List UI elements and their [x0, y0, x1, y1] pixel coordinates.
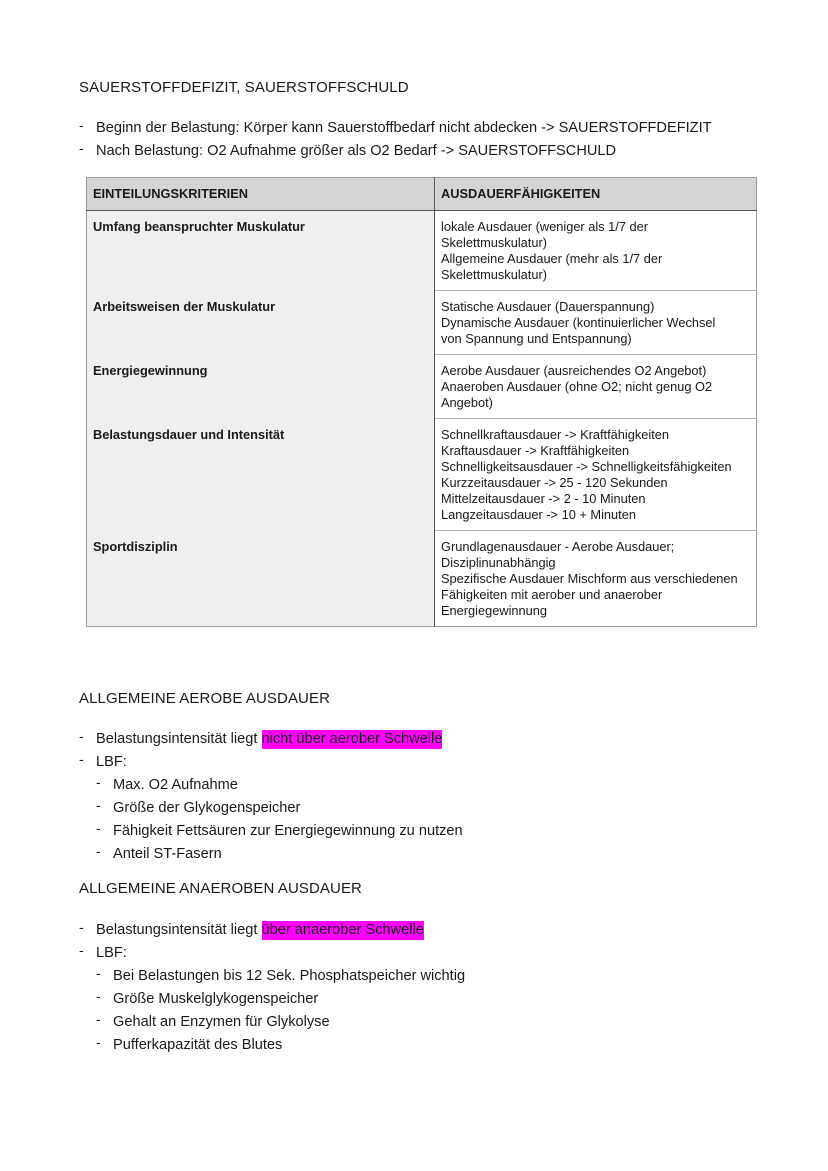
column-header-abilities: AUSDAUERFÄHIGKEITEN	[435, 178, 757, 211]
criterion-cell: Energiegewinnung	[87, 355, 435, 419]
sauerstoff-bullet-list	[79, 117, 712, 163]
bullet-dash: -	[96, 1034, 101, 1050]
bullet-dash: -	[96, 774, 101, 790]
table-header-row	[87, 178, 757, 211]
highlighted-text: über anaerober Schwelle	[261, 922, 424, 938]
list-item: - Max. O2 Aufnahme	[96, 774, 463, 797]
ability-cell: Statische Ausdauer (Dauerspannung) Dynamische Ausdauer (kontinuierlicher Wechsel von Spannung und Entspannung)	[435, 291, 757, 355]
criterion-cell: Belastungsdauer und Intensität	[87, 419, 435, 531]
criterion-cell: Arbeitsweisen der Muskulatur	[87, 291, 435, 355]
list-item: - Belastungsintensität liegt nicht über aerober Schwelle	[79, 728, 442, 751]
section-title-anaerobe: ALLGEMEINE ANAEROBEN AUSDAUER	[79, 880, 362, 897]
list-item: - Bei Belastungen bis 12 Sek. Phosphatspeicher wichtig	[96, 965, 465, 988]
list-item: - Gehalt an Enzymen für Glykolyse	[96, 1011, 465, 1034]
list-item: - Anteil ST-Fasern	[96, 843, 463, 866]
highlighted-text: nicht über aerober Schwelle	[261, 731, 443, 747]
bullet-dash: -	[79, 728, 84, 744]
list-item: - Fähigkeit Fettsäuren zur Energiegewinnung zu nutzen	[96, 820, 463, 843]
table-row	[87, 531, 757, 627]
section-title-sauerstoff: SAUERSTOFFDEFIZIT, SAUERSTOFFSCHULD	[79, 79, 409, 96]
section-title-aerobe: ALLGEMEINE AEROBE AUSDAUER	[79, 690, 331, 707]
list-item: - Belastungsintensität liegt über anaerober Schwelle	[79, 919, 424, 942]
ability-cell: lokale Ausdauer (weniger als 1/7 der Skelettmuskulatur) Allgemeine Ausdauer (mehr als 1/7 der Skelettmuskulatur)	[435, 211, 757, 291]
list-item: - LBF:	[79, 751, 442, 774]
list-item: - Größe der Glykogenspeicher	[96, 797, 463, 820]
table-row	[87, 419, 757, 531]
anaerobe-bullet-list	[79, 919, 424, 965]
column-header-criteria: EINTEILUNGSKRITERIEN	[87, 178, 435, 211]
ability-cell: Schnellkraftausdauer -> Kraftfähigkeiten Kraftausdauer -> Kraftfähigkeiten Schnelligkeitsausdauer -> Schnelligkeitsfähigkeiten Kurzzeitausdauer -> 25 - 120 Sekunden Mittelzeitausdauer -> 2 - 10 Minuten Langzeitausdauer -> 10 + Minuten	[435, 419, 757, 531]
bullet-dash: -	[96, 1011, 101, 1027]
list-item: - LBF:	[79, 942, 424, 965]
criterion-cell: Sportdisziplin	[87, 531, 435, 627]
table-row	[87, 355, 757, 419]
table-row	[87, 291, 757, 355]
bullet-dash: -	[79, 942, 84, 958]
list-item: - Pufferkapazität des Blutes	[96, 1034, 465, 1057]
bullet-dash: -	[96, 965, 101, 981]
ability-cell: Grundlagenausdauer - Aerobe Ausdauer; Disziplinunabhängig Spezifische Ausdauer Mischform aus verschiedenen Fähigkeiten mit aerober und anaerober Energiegewinnung	[441, 539, 738, 618]
anaerobe-lbf-list	[96, 965, 465, 1057]
criterion-cell: Umfang beanspruchter Muskulatur	[87, 211, 435, 291]
aerobe-lbf-list	[96, 774, 463, 866]
bullet-dash: -	[96, 797, 101, 813]
criteria-table	[86, 177, 757, 627]
bullet-dash: -	[79, 140, 84, 156]
bullet-dash: -	[96, 843, 101, 859]
table-row	[87, 211, 757, 291]
bullet-dash: -	[79, 117, 84, 133]
bullet-dash: -	[79, 919, 84, 935]
bullet-dash: -	[96, 820, 101, 836]
ability-cell: Aerobe Ausdauer (ausreichendes O2 Angebot) Anaeroben Ausdauer (ohne O2; nicht genug O2 Angebot)	[435, 355, 757, 419]
bullet-dash: -	[79, 751, 84, 767]
list-item: - Nach Belastung: O2 Aufnahme größer als O2 Bedarf -> SAUERSTOFFSCHULD	[79, 140, 712, 163]
list-item: - Größe Muskelglykogenspeicher	[96, 988, 465, 1011]
aerobe-bullet-list	[79, 728, 442, 774]
bullet-dash: -	[96, 988, 101, 1004]
list-item: - Beginn der Belastung: Körper kann Sauerstoffbedarf nicht abdecken -> SAUERSTOFFDEFIZIT	[79, 117, 712, 140]
